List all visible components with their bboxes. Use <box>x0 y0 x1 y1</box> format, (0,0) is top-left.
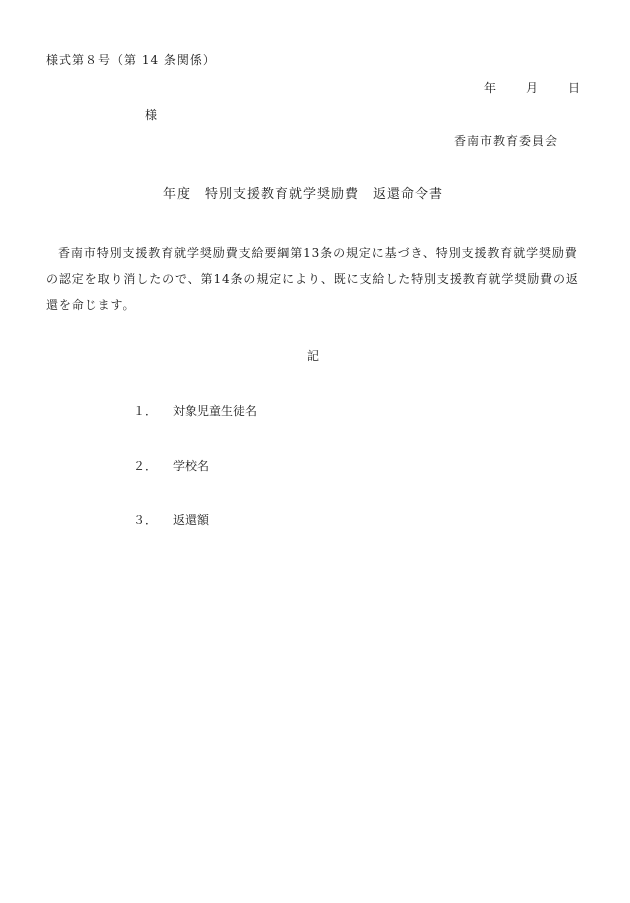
date-day-label: 日 <box>568 81 581 95</box>
list-item <box>133 512 209 528</box>
title-text: 特別支援教育就学奨励費 返還命令書 <box>205 187 444 202</box>
date-month-label: 月 <box>526 81 539 95</box>
date-line <box>484 80 580 96</box>
list-item <box>133 458 209 474</box>
issuer: 香南市教育委員会 <box>454 134 559 148</box>
form-number: 様式第８号（第 14 条関係） <box>46 53 216 67</box>
document-title <box>163 187 443 203</box>
item-label: 学校名 <box>173 459 210 473</box>
item-number: ３． <box>133 513 158 527</box>
list-item <box>133 403 257 419</box>
body-paragraph: 香南市特別支援教育就学奨励費支給要綱第13条の規定に基づき、特別支援教育就学奨励費の認定を取り消したので、第14条の規定により、既に支給した特別支援教育就学奨励費の返還を命じます。 <box>46 246 579 312</box>
item-label: 返還額 <box>173 513 210 527</box>
title-year-label: 年度 <box>163 187 192 202</box>
item-number: ２． <box>133 459 158 473</box>
item-label: 対象児童生徒名 <box>173 404 258 418</box>
ki-heading: 記 <box>307 349 320 363</box>
date-year-label: 年 <box>484 81 497 95</box>
recipient-suffix: 様 <box>145 108 158 122</box>
item-number: １． <box>133 404 158 418</box>
